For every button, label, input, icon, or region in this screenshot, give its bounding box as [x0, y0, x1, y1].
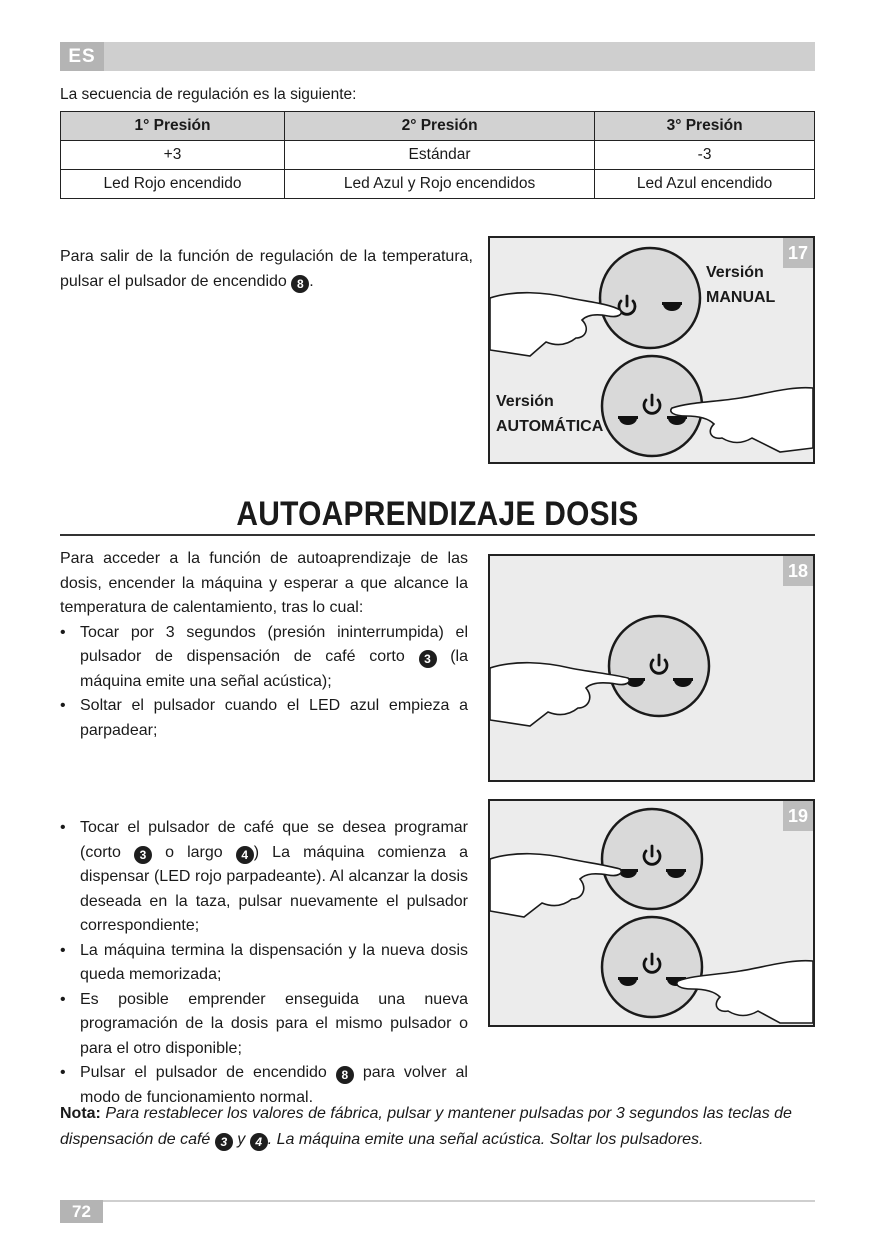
version-auto-label — [496, 389, 603, 439]
note-text: . La máquina emite una señal acústica. Soltar los pulsadores. — [267, 1131, 704, 1148]
exit-instructions — [60, 245, 473, 294]
table-cell: Led Azul y Rojo encendidos — [285, 170, 595, 199]
steps-list-a — [60, 621, 468, 744]
step-text: (la máquina emite una señal acústica); — [80, 648, 468, 690]
regulation-table — [60, 111, 815, 199]
table-header-cell: 3° Presión — [595, 112, 815, 141]
exit-end: . — [309, 272, 314, 290]
label-line: Versión — [706, 264, 764, 281]
language-header-bar — [60, 42, 815, 71]
exit-text: Para salir de la función de regulación de la temperatura, pulsar el pulsador de encendido — [60, 248, 473, 290]
figure-18 — [488, 554, 815, 782]
short-coffee-button-badge: 3 — [419, 650, 437, 668]
figure-number: 18 — [783, 556, 813, 586]
section-divider — [60, 534, 815, 536]
programming-instructions — [60, 816, 468, 1110]
power-button-badge: 8 — [336, 1066, 354, 1084]
table-header-cell: 1° Presión — [61, 112, 285, 141]
access-instructions — [60, 547, 468, 743]
long-coffee-button-badge: 4 — [250, 1133, 268, 1151]
table-cell: +3 — [61, 141, 285, 170]
list-item — [60, 939, 468, 988]
step-text: Pulsar el pulsador de encendido — [80, 1064, 327, 1081]
step-text: La máquina termina la dispensación y la nueva dosis queda memorizada; — [80, 941, 468, 983]
table-row — [61, 170, 815, 199]
step-text: para volver al modo de funcionamiento normal. — [80, 1064, 468, 1106]
label-line: Versión — [496, 393, 554, 410]
figure-19 — [488, 799, 815, 1027]
list-item — [60, 621, 468, 695]
control-dial — [600, 248, 700, 348]
control-dial — [602, 917, 702, 1017]
version-manual-label — [706, 260, 775, 310]
figure-17 — [488, 236, 815, 464]
table-row — [61, 141, 815, 170]
step-text: Soltar el pulsador cuando el LED azul empieza a parpadear; — [80, 697, 468, 739]
step-text: o largo — [165, 843, 223, 861]
regulation-intro: La secuencia de regulación es la siguiente: — [60, 86, 357, 103]
language-tag: ES — [60, 42, 104, 71]
table-cell: Led Azul encendido — [595, 170, 815, 199]
table-cell: Led Rojo encendido — [61, 170, 285, 199]
list-item — [60, 816, 468, 939]
note-label: Nota: — [60, 1105, 101, 1122]
table-cell: Estándar — [285, 141, 595, 170]
access-paragraph: Para acceder a la función de autoaprendizaje de las dosis, encender la máquina y esperar a que alcance la temperatura de calentamiento, tras lo cual: — [60, 550, 468, 616]
footer-divider — [60, 1200, 815, 1202]
list-item — [60, 694, 468, 743]
steps-list-b — [60, 816, 468, 1110]
figure-number: 19 — [783, 801, 813, 831]
label-line: AUTOMÁTICA — [496, 418, 604, 435]
step-text: Es posible emprender enseguida una nueva programación de la dosis para el mismo pulsador o para el otro disponible; — [80, 990, 468, 1057]
section-title: AUTOAPRENDIZAJE DOSIS — [236, 495, 639, 533]
short-coffee-button-badge: 3 — [134, 846, 152, 864]
table-header-cell: 2° Presión — [285, 112, 595, 141]
step-text: Tocar el pulsador de café que se desea programar (corto — [80, 819, 468, 861]
figure-18-illustration — [490, 556, 813, 780]
long-coffee-button-badge: 4 — [236, 846, 254, 864]
control-dial — [602, 809, 702, 909]
note-text: Para restablecer los valores de fábrica, pulsar y mantener pulsadas por 3 segundos las teclas de dispensación de café — [60, 1105, 792, 1148]
short-coffee-button-badge: 3 — [215, 1133, 233, 1151]
page-number: 72 — [60, 1200, 103, 1223]
figure-number: 17 — [783, 238, 813, 268]
table-cell: -3 — [595, 141, 815, 170]
factory-reset-note — [60, 1101, 815, 1153]
power-button-badge: 8 — [291, 275, 309, 293]
label-line: MANUAL — [706, 289, 776, 306]
figure-19-illustration — [490, 801, 813, 1025]
list-item — [60, 988, 468, 1062]
step-text: Tocar por 3 segundos (presión ininterrumpida) el pulsador de dispensación de café corto — [80, 623, 468, 665]
note-text: y — [237, 1131, 246, 1148]
table-header-row — [61, 112, 815, 141]
step-text: ) La máquina comienza a dispensar (LED rojo parpadeante). Al alcanzar la dosis deseada en la taza, pulsar nuevamente el pulsador correspondiente; — [80, 843, 468, 934]
